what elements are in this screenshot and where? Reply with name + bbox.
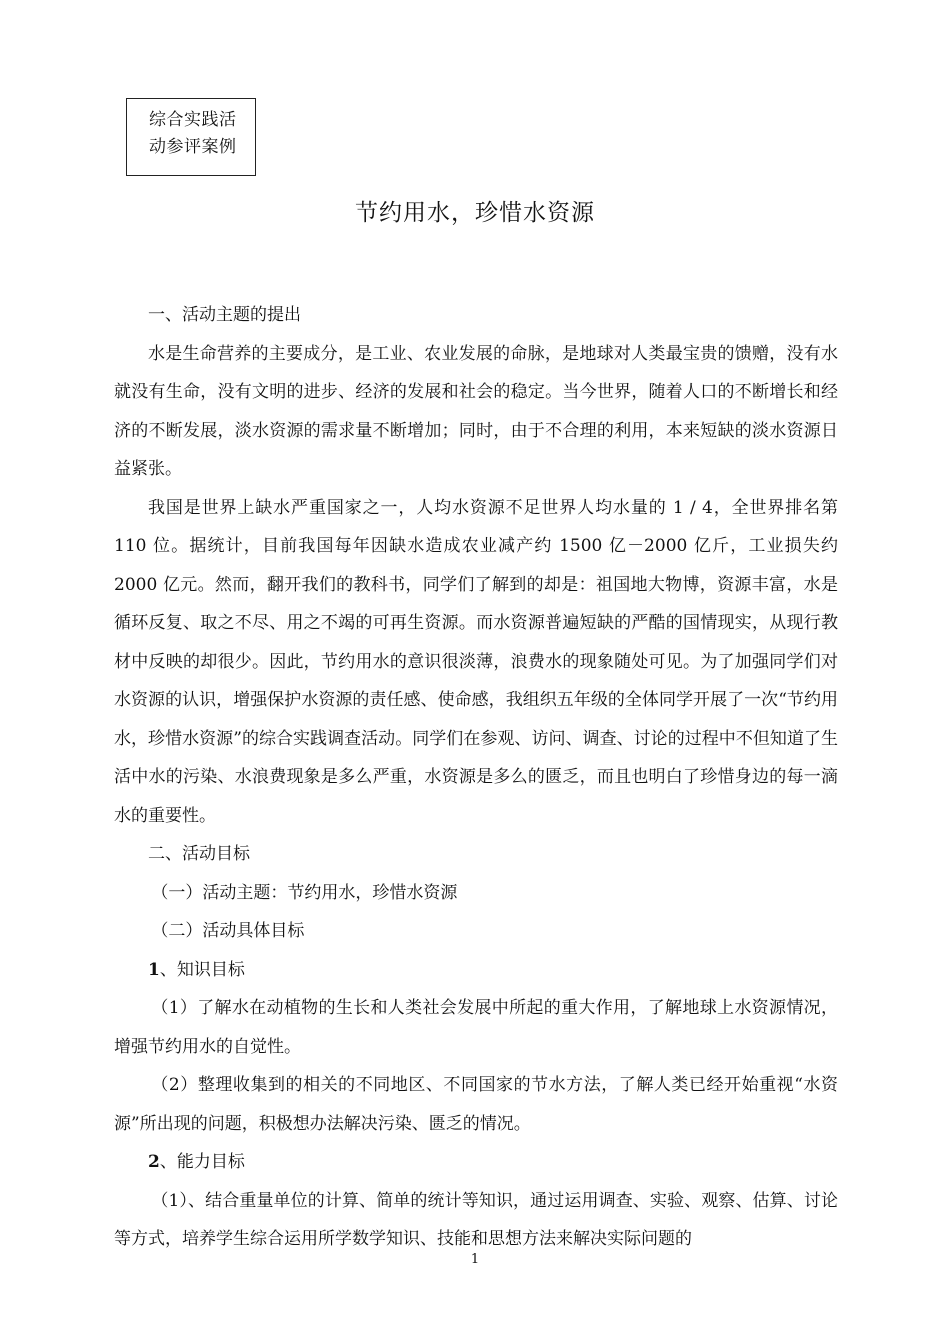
goal-knowledge-text: 、知识目标 [159,959,245,980]
goal-ability-heading [114,1143,838,1182]
subheading-specific-goals: （二）活动具体目标 [151,921,305,941]
document-body [114,296,838,1259]
goal-knowledge-item-1: （1）了解水在动植物的生长和人类社会发展中所起的重大作用，了解地球上水资源情况，增强节约用水的自觉性。 [114,998,838,1057]
section-heading-1: 一、活动主题的提出 [148,305,301,325]
category-label-line2: 动参评案例 [149,137,237,157]
category-label-line1: 综合实践活 [149,110,237,130]
paragraph-2: 我国是世界上缺水严重国家之一，人均水资源不足世界人均水量的 1 / 4，全世界排名第 110 位。据统计，目前我国每年因缺水造成农业减产约 1500 亿－2000 亿斤，工业损失约 2000 亿元。然而，翻开我们的教科书，同学们了解到的却是：祖国地大物博，资源丰富，水是循环反复、取之不尽、用之不竭的可再生资源。而水资源普遍短缺的严酷的国情现实，从现行教材中反映的却很少。因此，节约用水的意识很淡薄，浪费水的现象随处可见。为了加强同学们对水资源的认识，增强保护水资源的责任感、使命感，我组织五年级的全体同学开展了一次“节约用水，珍惜水资源”的综合实践调查活动。同学们在参观、访问、调查、讨论的过程中不但知道了生活中水的污染、水浪费现象是多么严重，水资源是多么的匮乏，而且也明白了珍惜身边的每一滴水的重要性。 [114,497,838,826]
document-title: 节约用水，珍惜水资源 [355,200,595,226]
goal-ability-number: 2 [148,1152,160,1172]
goal-knowledge-item-2: （2）整理收集到的相关的不同地区、不同国家的节水方法，了解人类已经开始重视“水资源”所出现的问题，积极想办法解决污染、匮乏的情况。 [114,1075,838,1134]
page-number: 1 [470,1252,480,1267]
section-heading-2: 二、活动目标 [148,844,250,864]
paragraph-1: 水是生命营养的主要成分，是工业、农业发展的命脉，是地球对人类最宝贵的馈赠，没有水就没有生命，没有文明的进步、经济的发展和社会的稳定。当今世界，随着人口的不断增长和经济的不断发展，淡水资源的需求量不断增加；同时，由于不合理的利用，本来短缺的淡水资源日益紧张。 [114,343,838,479]
goal-ability-text: 、能力目标 [159,1152,245,1172]
goal-knowledge-heading [114,951,838,990]
subheading-activity-theme: （一）活动主题：节约用水，珍惜水资源 [151,882,458,903]
goal-knowledge-number: 1 [148,959,160,980]
category-label-box [126,98,256,176]
goal-ability-item-1: （1）、结合重量单位的计算、简单的统计等知识，通过运用调查、实验、观察、估算、讨论等方式，培养学生综合运用所学数学知识、技能和思想方法来解决实际问题的 [114,1190,838,1249]
